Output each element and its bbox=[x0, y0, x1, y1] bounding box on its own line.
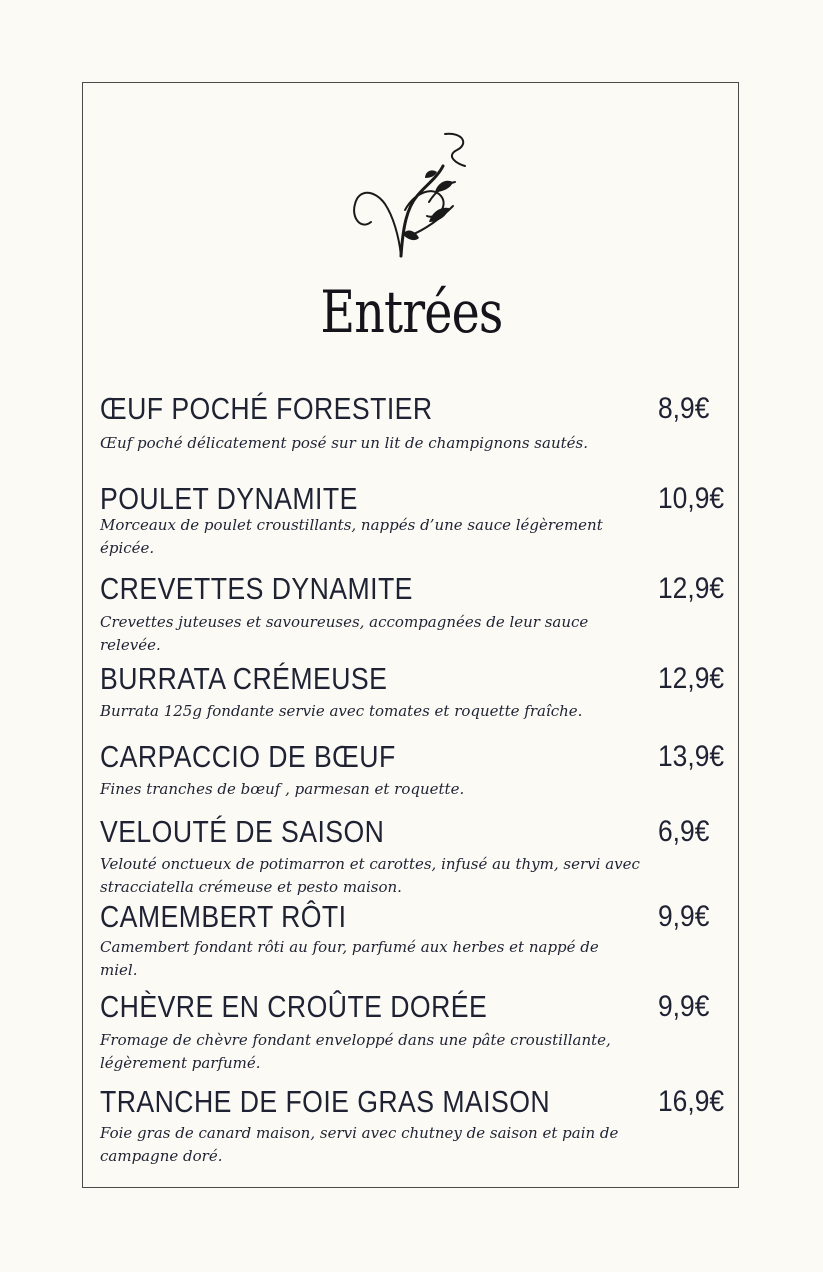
menu-item-description: Crevettes juteuses et savoureuses, accompagnées de leur sauce relevée. bbox=[100, 613, 589, 654]
menu-item-name: ŒUF POCHÉ FORESTIER bbox=[100, 391, 433, 426]
menu-item-price: 16,9€ bbox=[658, 1085, 725, 1118]
menu-item-name: VELOUTÉ DE SAISON bbox=[100, 814, 385, 849]
menu-item-description: Velouté onctueux de potimarron et carottes, infusé au thym, servi avec stracciatella crémeuse et pesto maison. bbox=[100, 855, 640, 896]
menu-item-name: BURRATA CRÉMEUSE bbox=[100, 661, 388, 696]
menu-item-description: Burrata 125g fondante servie avec tomates et roquette fraîche. bbox=[100, 702, 583, 720]
menu-item-name: CAMEMBERT RÔTI bbox=[100, 899, 347, 934]
menu-item-price: 10,9€ bbox=[658, 482, 725, 515]
menu-item-name: CHÈVRE EN CROÛTE DORÉE bbox=[100, 989, 488, 1024]
menu-item-name: POULET DYNAMITE bbox=[100, 481, 358, 516]
menu-item-description: Œuf poché délicatement posé sur un lit de champignons sautés. bbox=[100, 434, 588, 452]
menu-item-price: 9,9€ bbox=[658, 900, 710, 933]
menu-item-price: 13,9€ bbox=[658, 740, 725, 773]
menu-item-description: Foie gras de canard maison, servi avec chutney de saison et pain de campagne doré. bbox=[100, 1124, 619, 1165]
menu-item-description: Fromage de chèvre fondant enveloppé dans une pâte croustillante, légèrement parfumé. bbox=[100, 1031, 611, 1072]
flourish-ornament-icon bbox=[345, 126, 475, 266]
menu-item-price: 9,9€ bbox=[658, 990, 710, 1023]
menu-item-price: 12,9€ bbox=[658, 572, 725, 605]
menu-item-price: 12,9€ bbox=[658, 662, 725, 695]
menu-item-price: 8,9€ bbox=[658, 392, 710, 425]
menu-item-name: CARPACCIO DE BŒUF bbox=[100, 739, 396, 774]
menu-item-description: Camembert fondant rôti au four, parfumé aux herbes et nappé de miel. bbox=[100, 938, 599, 979]
page-title: Entrées bbox=[320, 278, 503, 346]
menu-item-description: Fines tranches de bœuf , parmesan et roquette. bbox=[100, 780, 465, 798]
menu-item-name: TRANCHE DE FOIE GRAS MAISON bbox=[100, 1084, 551, 1119]
menu-item-name: CREVETTES DYNAMITE bbox=[100, 571, 413, 606]
menu-item-description: Morceaux de poulet croustillants, nappés d’une sauce légèrement épicée. bbox=[100, 516, 603, 557]
menu-item-price: 6,9€ bbox=[658, 815, 710, 848]
